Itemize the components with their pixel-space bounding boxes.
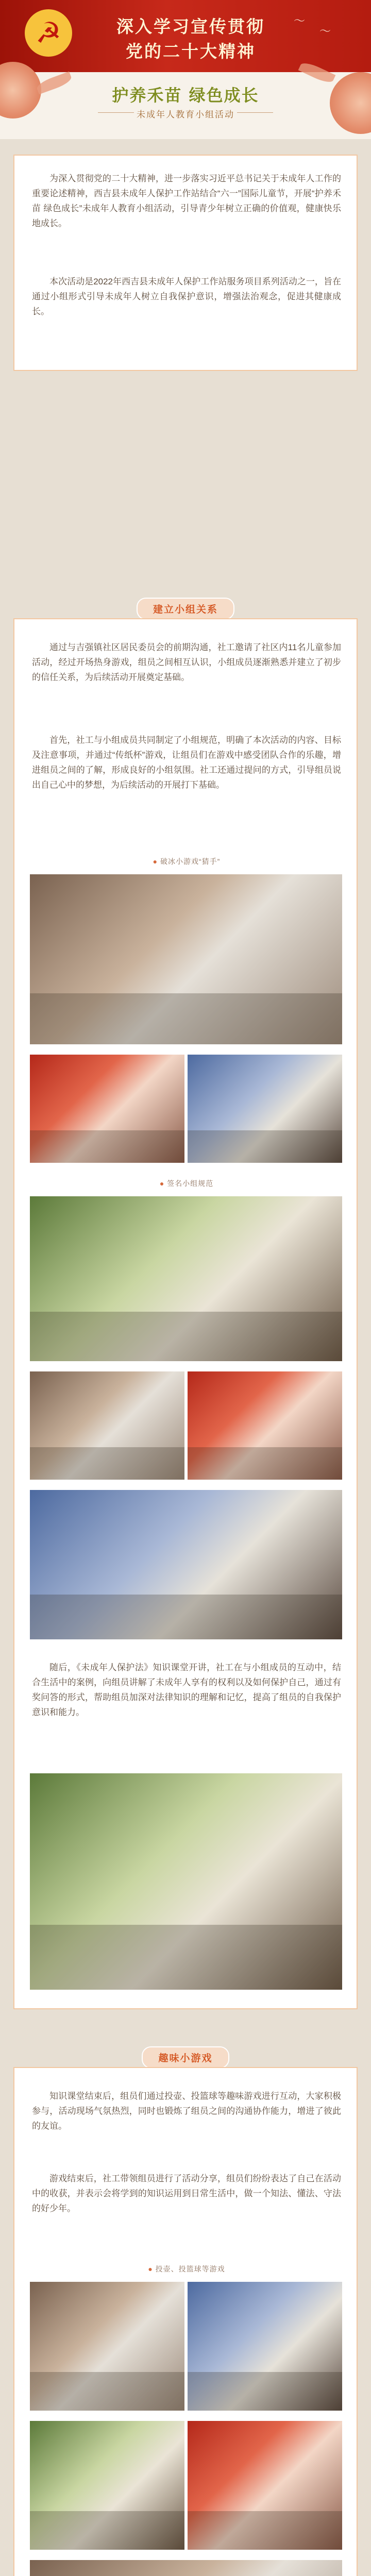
intro-paragraph: 为深入贯彻党的二十大精神，进一步落实习近平总书记关于未成年人工作的重要论述精神，西吉县未成年人保护工作站结合“六一”国际儿童节，开展“护养禾苗 绿色成长”未成年人教育小组活动，引导青少年树立正确的价值观，健康快乐地成长。 <box>32 174 341 228</box>
section-tag <box>0 598 371 620</box>
activity-photo <box>188 1055 342 1163</box>
section-paragraph: 通过与吉强镇社区居民委员会的前期沟通，社工邀请了社区内11名儿童参加活动，经过开场热身游戏，组员之间相互认识，小组成员逐渐熟悉并建立了初步的信任关系，为后续活动开展奠定基础。 <box>32 642 341 682</box>
activity-photo <box>30 1371 184 1480</box>
section-paragraph: 游戏结束后，社工带领组员进行了活动分享，组员们纷纷表达了自己在活动中的收获，并表示会将学到的知识运用到日常生活中，做一个知法、懂法、守法的好少年。 <box>32 2174 341 2213</box>
activity-photo <box>188 2282 342 2411</box>
activity-photo <box>30 2421 184 2550</box>
bird-icon: 〜 <box>294 14 306 27</box>
divider <box>237 112 273 113</box>
section-tag-label: 建立小组关系 <box>137 598 234 620</box>
photo-caption: ● 签名小组规范 <box>159 1179 214 1188</box>
section-card <box>13 2067 358 2576</box>
bird-icon: 〜 <box>319 25 331 38</box>
section-tag-label: 趣味小游戏 <box>142 2046 229 2069</box>
caption-text: 投壶、投篮球等游戏 <box>155 2265 225 2273</box>
activity-photo <box>30 2560 342 2576</box>
intro-paragraph: 本次活动是2022年西吉县未成年人保护工作站服务项目系列活动之一，旨在通过小组形式引导未成年人树立自我保护意识，增强法治观念，促进其健康成长。 <box>32 277 341 316</box>
section-paragraph: 随后，《未成年人保护法》知识课堂开讲，社工在与小组成员的互动中，结合生活中的案例，向组员讲解了未成年人享有的权利以及如何保护自己，通过有奖问答的形式，帮助组员加深对法律知识的理解和记忆，提高了组员的自我保护意识和能力。 <box>32 1663 341 1717</box>
banner-title-line-2: 党的二十大精神 <box>126 41 256 61</box>
banner-band <box>0 0 371 72</box>
activity-photo <box>30 1196 342 1361</box>
activity-photo <box>30 1490 342 1639</box>
caption-text: 签名小组规范 <box>167 1179 214 1188</box>
activity-photo <box>30 2282 184 2411</box>
section-tag <box>0 2046 371 2069</box>
section-card <box>13 618 358 2009</box>
activity-photo <box>30 1773 342 1990</box>
page-subtitle: 未成年人教育小组活动 <box>137 110 234 120</box>
page-title: 护养禾苗 绿色成长 <box>112 86 259 105</box>
banner-title-line-1: 深入学习宣传贯彻 <box>116 16 265 37</box>
header-banner <box>0 0 371 139</box>
activity-photo <box>30 1055 184 1163</box>
activity-photo <box>188 1371 342 1480</box>
party-emblem-icon: ☭ <box>25 9 72 57</box>
activity-photo <box>188 2421 342 2550</box>
caption-text: 破冰小游戏“猜手” <box>160 857 221 866</box>
activity-photo <box>30 874 342 1044</box>
intro-card <box>13 155 358 371</box>
photo-caption: ● 投壶、投篮球等游戏 <box>148 2265 225 2273</box>
section-paragraph: 知识课堂结束后，组员们通过投壶、投篮球等趣味游戏进行互动，大家积极参与，活动现场气氛热烈，同时也锻炼了组员之间的沟通协作能力，增进了彼此的友谊。 <box>32 2091 341 2131</box>
photo-caption: ● 破冰小游戏“猜手” <box>153 857 221 866</box>
section-paragraph: 首先，社工与小组成员共同制定了小组规范，明确了本次活动的内容、目标及注意事项，并通过“传纸杯”游戏，让组员们在游戏中感受团队合作的乐趣，增进组员之间的了解，形成良好的小组氛围。社工还通过提问的方式，引导组员说出自己心中的梦想，为后续活动的开展打下基础。 <box>32 735 341 790</box>
